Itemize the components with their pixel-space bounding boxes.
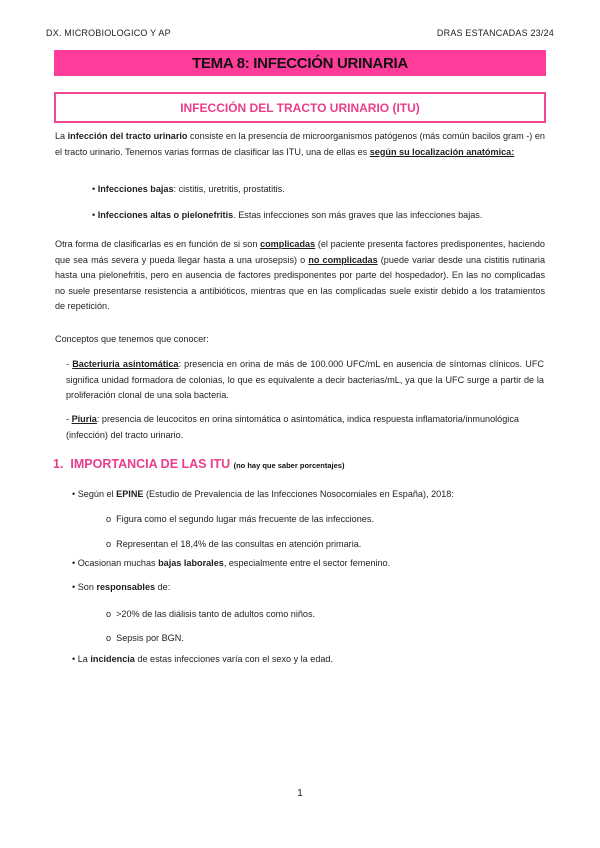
list-item: • La incidencia de estas infecciones varía con el sexo y la edad. bbox=[72, 654, 334, 664]
list-item: • Infecciones altas o pielonefritis. Estas infecciones son más graves que las infecciones bajas. bbox=[92, 210, 483, 220]
list-item: • Según el EPINE (Estudio de Prevalencia de las Infecciones Nosocomiales en España), 2018: bbox=[72, 489, 454, 499]
header-right: DRAS ESTANCADAS 23/24 bbox=[436, 28, 554, 38]
list-item: • Ocasionan muchas bajas laborales, especialmente entre el sector femenino. bbox=[72, 558, 391, 568]
subtitle-box bbox=[54, 92, 546, 123]
header-left: DX. MICROBIOLOGICO Y AP bbox=[46, 28, 171, 38]
concept-piuria: - Piuria: presencia de leucocitos en orina sintomática o asintomática, indica respuesta inflamatoria/inmunológica (infección) del tracto urinario. bbox=[66, 414, 519, 440]
sub-list-item: o Figura como el segundo lugar más frecuente de las infecciones. bbox=[106, 514, 374, 524]
concept-bacteriuria: - Bacteriuria asintomática: presencia en orina de más de 100.000 UFC/mL en ausencia de síntomas clínicos. UFC significa unidad formadora de colonias, lo que es equivalente a decir bacterias/mL, ya que la UFC surge a partir de la proliferación clonal de una sola bacteria. bbox=[66, 359, 544, 400]
list-item: • Son responsables de: bbox=[72, 582, 171, 592]
page-title: TEMA 8: INFECCIÓN URINARIA bbox=[192, 54, 408, 72]
page-number: 1 bbox=[297, 788, 303, 799]
sub-list-item: o Representan el 18,4% de las consultas en atención primaria. bbox=[106, 539, 362, 549]
subtitle: INFECCIÓN DEL TRACTO URINARIO (ITU) bbox=[180, 100, 420, 115]
section-heading: 1. IMPORTANCIA DE LAS ITU (no hay que saber porcentajes) bbox=[53, 457, 345, 471]
sub-list-item: o >20% de las diálisis tanto de adultos como niños. bbox=[106, 609, 316, 619]
intro-paragraph: La infección del tracto urinario consiste en la presencia de microorganismos patógenos (más común bacilos gram -) en el tracto urinario. Tenemos varias formas de clasificar las ITU, una de ellas es según su localización anatómica: bbox=[55, 131, 545, 157]
classification-paragraph: Otra forma de clasificarlas es en función de si son complicadas (el paciente presenta factores predisponentes, haciendo que sea más severa y pueda llegar hasta a una urosepsis) o no complicadas (puede variar desde una cistitis rutinaria hasta una pielonefritis, pero en ausencia de factores predisponentes por parte del hospedador). En las no complicadas no suele presentarse resistencia a antibióticos, mientras que en las complicadas suele existir debido a los tratamientos de repetición. bbox=[55, 239, 545, 311]
sub-list-item: o Sepsis por BGN. bbox=[106, 633, 184, 643]
title-banner bbox=[54, 50, 546, 76]
concepts-intro: Conceptos que tenemos que conocer: bbox=[55, 334, 209, 344]
list-item: • Infecciones bajas: cistitis, uretritis, prostatitis. bbox=[92, 184, 285, 194]
